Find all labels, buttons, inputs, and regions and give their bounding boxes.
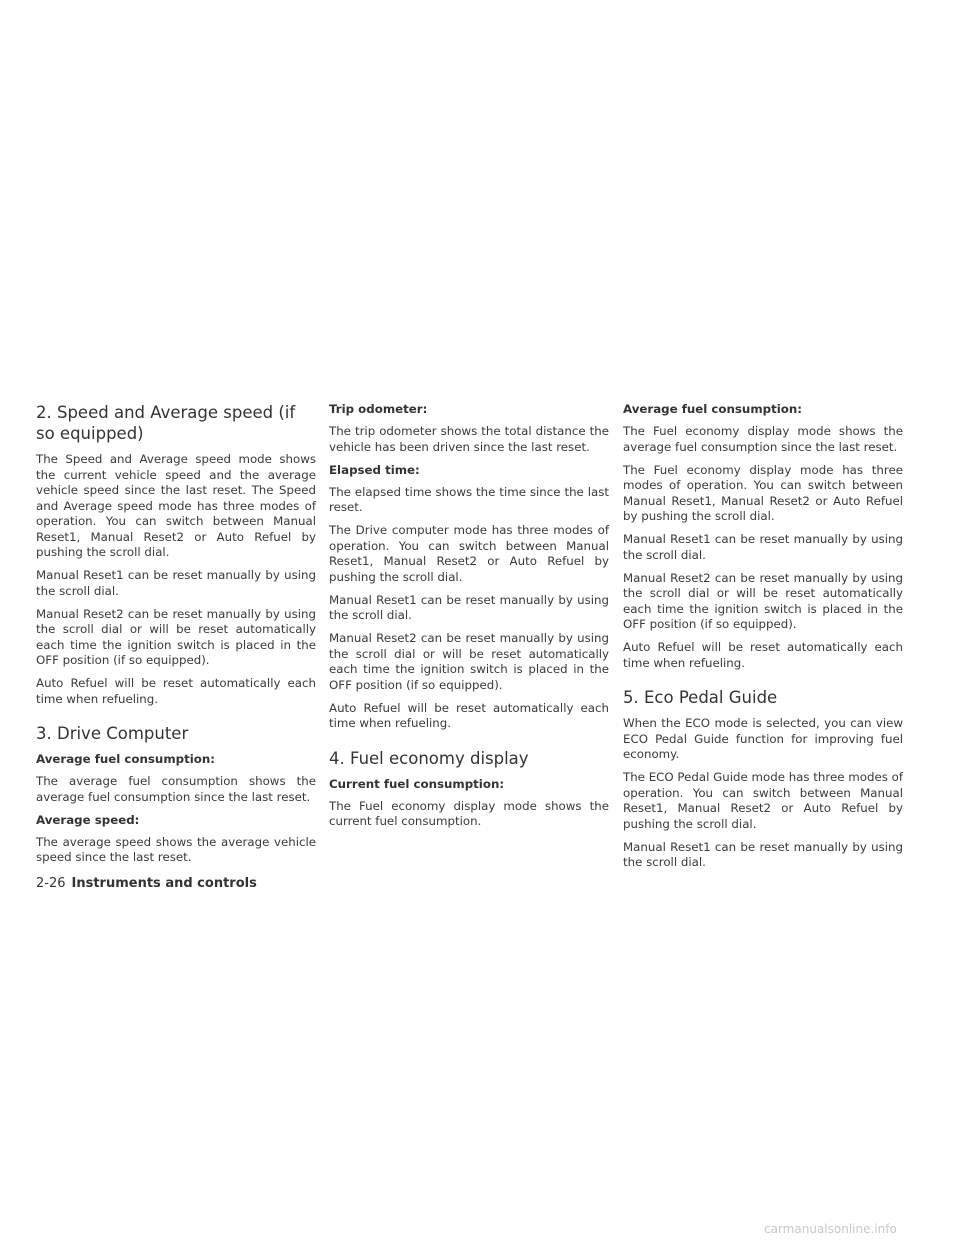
paragraph: Manual Reset2 can be reset manually by using the scroll dial or will be reset automatically each time the ignition switch is placed in the OFF position (if so equipped).: [36, 606, 316, 667]
section-heading: 2. Speed and Average speed (if so equipped): [36, 403, 296, 443]
paragraph: The Speed and Average speed mode shows the current vehicle speed and the average vehicle speed since the last reset. The Speed and Average speed mode has three modes of operation. You can switch between Manual Reset1, Manual Reset2 or Auto Refuel by pushing the scroll dial.: [36, 452, 316, 559]
paragraph: Manual Reset1 can be reset manually by using the scroll dial.: [36, 568, 316, 598]
watermark: carmanualsonline.info: [764, 1222, 897, 1236]
paragraph: The Drive computer mode has three modes of operation. You can switch between Manual Reset1, Manual Reset2 or Auto Refuel by pushing the scroll dial.: [329, 523, 609, 584]
subheading: Elapsed time:: [329, 462, 420, 477]
subheading: Average fuel consumption:: [623, 402, 802, 416]
subheading: Average speed:: [36, 812, 140, 827]
paragraph: The ECO Pedal Guide mode has three modes of operation. You can switch between Manual Reset1, Manual Reset2 or Auto Refuel by pushing the scroll dial.: [623, 770, 903, 831]
paragraph: Manual Reset1 can be reset manually by using the scroll dial.: [623, 532, 903, 562]
column-1: [36, 402, 316, 873]
paragraph: The trip odometer shows the total distance the vehicle has been driven since the last reset.: [329, 424, 609, 454]
paragraph: Auto Refuel will be reset automatically each time when refueling.: [329, 700, 609, 730]
subheading: Trip odometer:: [329, 402, 428, 416]
column-3: [623, 402, 903, 878]
paragraph: Manual Reset1 can be reset manually by using the scroll dial.: [623, 839, 903, 869]
paragraph: The Fuel economy display mode has three modes of operation. You can switch between Manual Reset1, Manual Reset2 or Auto Refuel by pushing the scroll dial.: [623, 462, 903, 523]
paragraph: Manual Reset2 can be reset manually by using the scroll dial or will be reset automatically each time the ignition switch is placed in the OFF position (if so equipped).: [329, 631, 609, 692]
section-heading: 3. Drive Computer: [36, 724, 189, 743]
paragraph: Auto Refuel will be reset automatically each time when refueling.: [36, 676, 316, 706]
page-number: 2-26: [36, 876, 66, 891]
paragraph: Auto Refuel will be reset automatically each time when refueling.: [623, 640, 903, 670]
section-title: Instruments and controls: [71, 876, 257, 891]
subheading: Current fuel consumption:: [329, 776, 505, 791]
paragraph: The Fuel economy display mode shows the current fuel consumption.: [329, 798, 609, 828]
paragraph: Manual Reset2 can be reset manually by using the scroll dial or will be reset automatically each time the ignition switch is placed in the OFF position (if so equipped).: [623, 570, 903, 631]
paragraph: The average speed shows the average vehicle speed since the last reset.: [36, 834, 316, 864]
section-heading: 5. Eco Pedal Guide: [623, 688, 778, 707]
page-footer: [36, 876, 257, 891]
paragraph: When the ECO mode is selected, you can view ECO Pedal Guide function for improving fuel economy.: [623, 716, 903, 761]
section-heading: 4. Fuel economy display: [329, 748, 529, 768]
paragraph: Manual Reset1 can be reset manually by using the scroll dial.: [329, 592, 609, 622]
paragraph: The Fuel economy display mode shows the average fuel consumption since the last reset.: [623, 424, 903, 454]
subheading: Average fuel consumption:: [36, 752, 215, 766]
column-2: [329, 402, 609, 837]
paragraph: The average fuel consumption shows the average fuel consumption since the last reset.: [36, 774, 316, 804]
paragraph: The elapsed time shows the time since the last reset.: [329, 484, 609, 514]
